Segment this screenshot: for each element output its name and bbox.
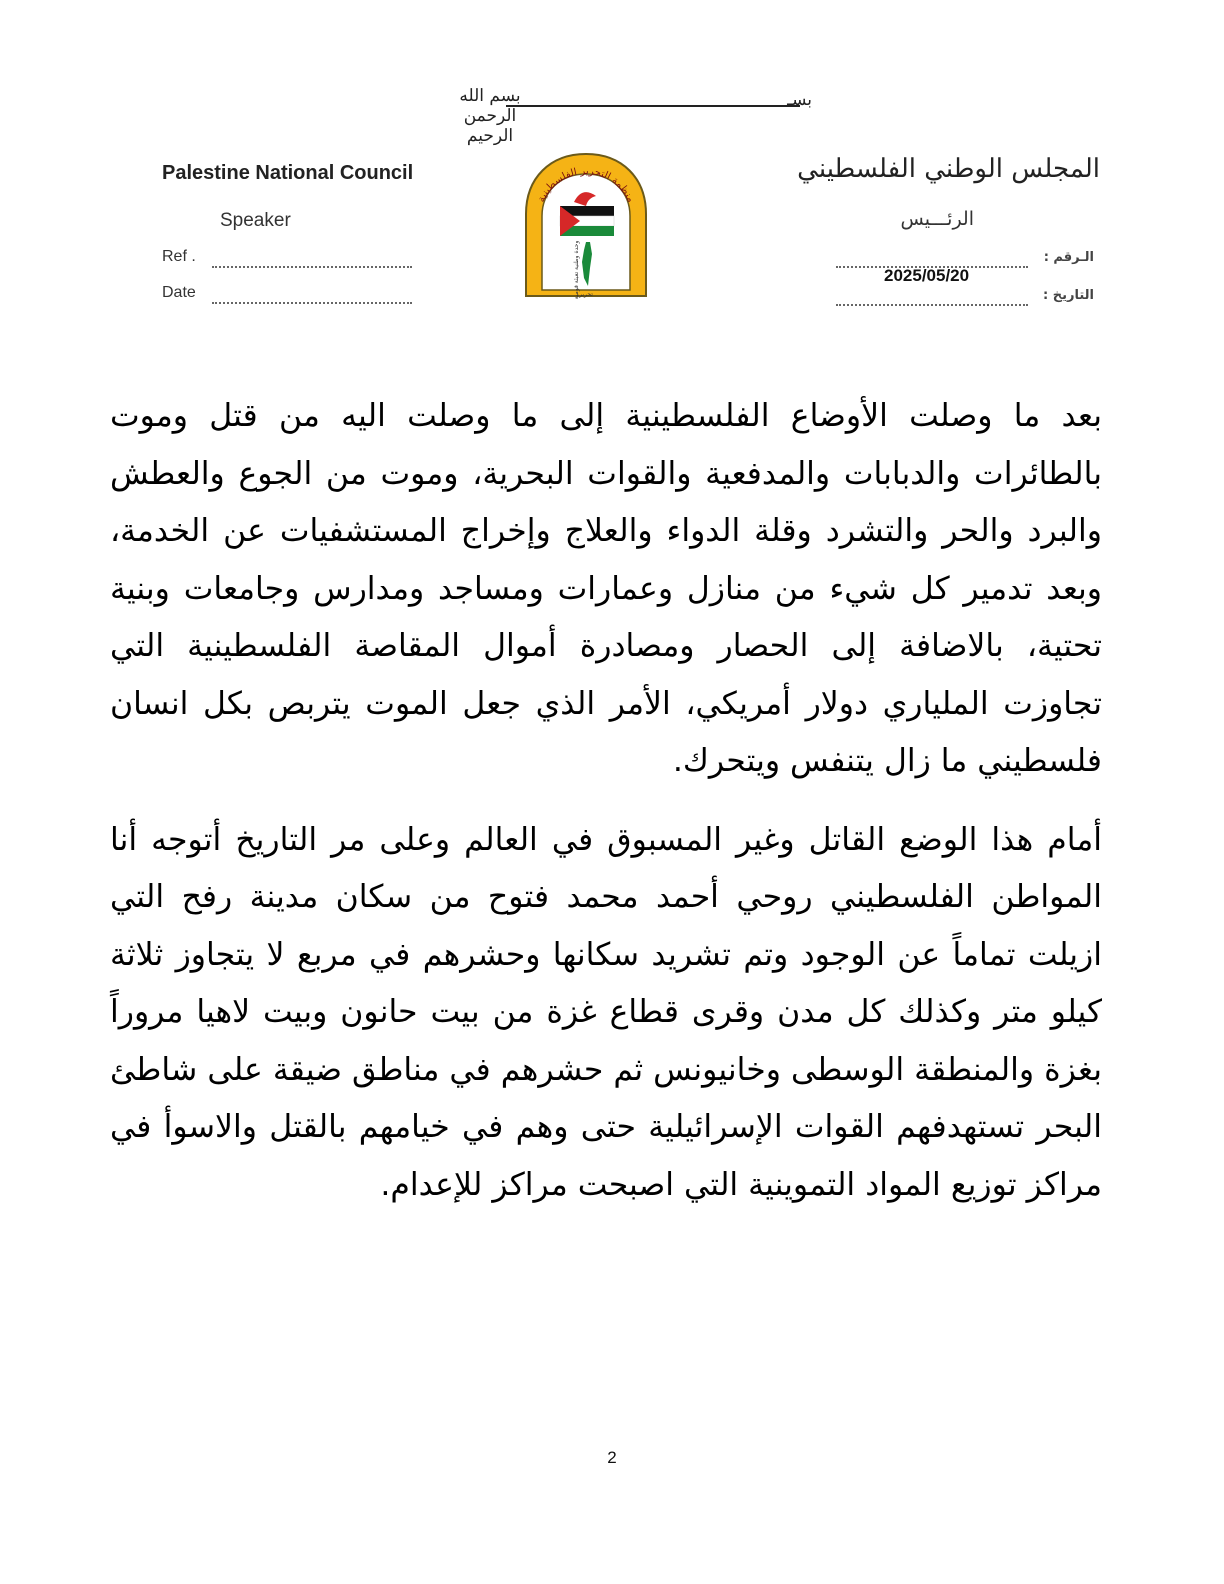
page-number: 2 bbox=[607, 1448, 617, 1467]
arabic-date-field bbox=[830, 266, 1100, 310]
arabic-title: الرئـــيس bbox=[900, 208, 974, 230]
arabic-ref-label: الـرقم : bbox=[1043, 250, 1094, 265]
date-dotted-line bbox=[212, 302, 412, 304]
arabic-date-label: التاريخ : bbox=[1043, 288, 1094, 303]
body-paragraph-1: بعد ما وصلت الأوضاع الفلسطينية إلى ما وصلت اليه من قتل وموت بالطائرات والدبابات والمدفعية والقوات البحرية، وموت من الجوع والعطش والبرد والحر والتشرد وقلة الدواء والعلاج وإخراج المستشفيات عن الخدمة، وبعد تدمير كل شيء من منازل وعمارات ومساجد ومدارس وجامعات وبنية تحتية، بالاضافة إلى الحصار ومصادرة أموال المقاصة الفلسطينية التي تجاوزت الملياري دولار أمريكي، الأمر الذي جعل الموت يتربص بكل انسان فلسطيني ما زال يتنفس ويتحرك. bbox=[110, 398, 1102, 779]
english-organization-name: Palestine National Council bbox=[162, 162, 414, 184]
english-date-field bbox=[160, 284, 412, 308]
letter-body bbox=[110, 388, 1102, 1214]
ref-dotted-line bbox=[212, 266, 412, 268]
english-title: Speaker bbox=[220, 210, 291, 231]
body-paragraph-2: أمام هذا الوضع القاتل وغير المسبوق في العالم وعلى مر التاريخ أتوجه أنا المواطن الفلسطيني روحي أحمد محمد فتوح من سكان مدينة رفح التي ازيلت تماماً عن الوجود وتم تشريد سكانها وحشرهم في مربع لا يتجاوز ثلاثة كيلو متر وكذلك كل مدن وقرى قطاع غزة من بيت حانون وبيت لاهيا مروراً بغزة والمنطقة الوسطى وخانيونس ثم حشرهم في مناطق ضيقة على شاطئ البحر تستهدفهم القوات الإسرائيلية حتى وهم في خيامهم بالقتل والاسوأ في مراكز توزيع المواد التموينية التي اصبحت مراكز للإعدام. bbox=[110, 821, 1102, 1203]
english-ref-label: Ref . bbox=[162, 248, 196, 265]
arabic-date-dotted-line bbox=[836, 304, 1028, 306]
english-date-label: Date bbox=[162, 284, 196, 301]
basmala-header bbox=[440, 86, 812, 146]
arabic-organization-name: المجلس الوطني الفلسطيني bbox=[797, 154, 1100, 184]
english-ref-field bbox=[160, 248, 412, 272]
basmala-line bbox=[506, 105, 800, 107]
emblem-side-text: وحدة وطنية تعبئة قومية bbox=[573, 240, 580, 300]
plo-emblem-icon bbox=[522, 150, 650, 308]
emblem-bottom-text: تحرير bbox=[579, 291, 593, 298]
basmala-start: بسـ bbox=[787, 90, 812, 110]
letter-date: 2025/05/20 bbox=[884, 266, 970, 285]
arabic-letterhead bbox=[797, 150, 1100, 310]
basmala-text: بسم الله الرحمن الرحيم bbox=[459, 86, 521, 146]
emblem-top-text: منظمة التحرير الفلسطينية bbox=[536, 165, 636, 205]
